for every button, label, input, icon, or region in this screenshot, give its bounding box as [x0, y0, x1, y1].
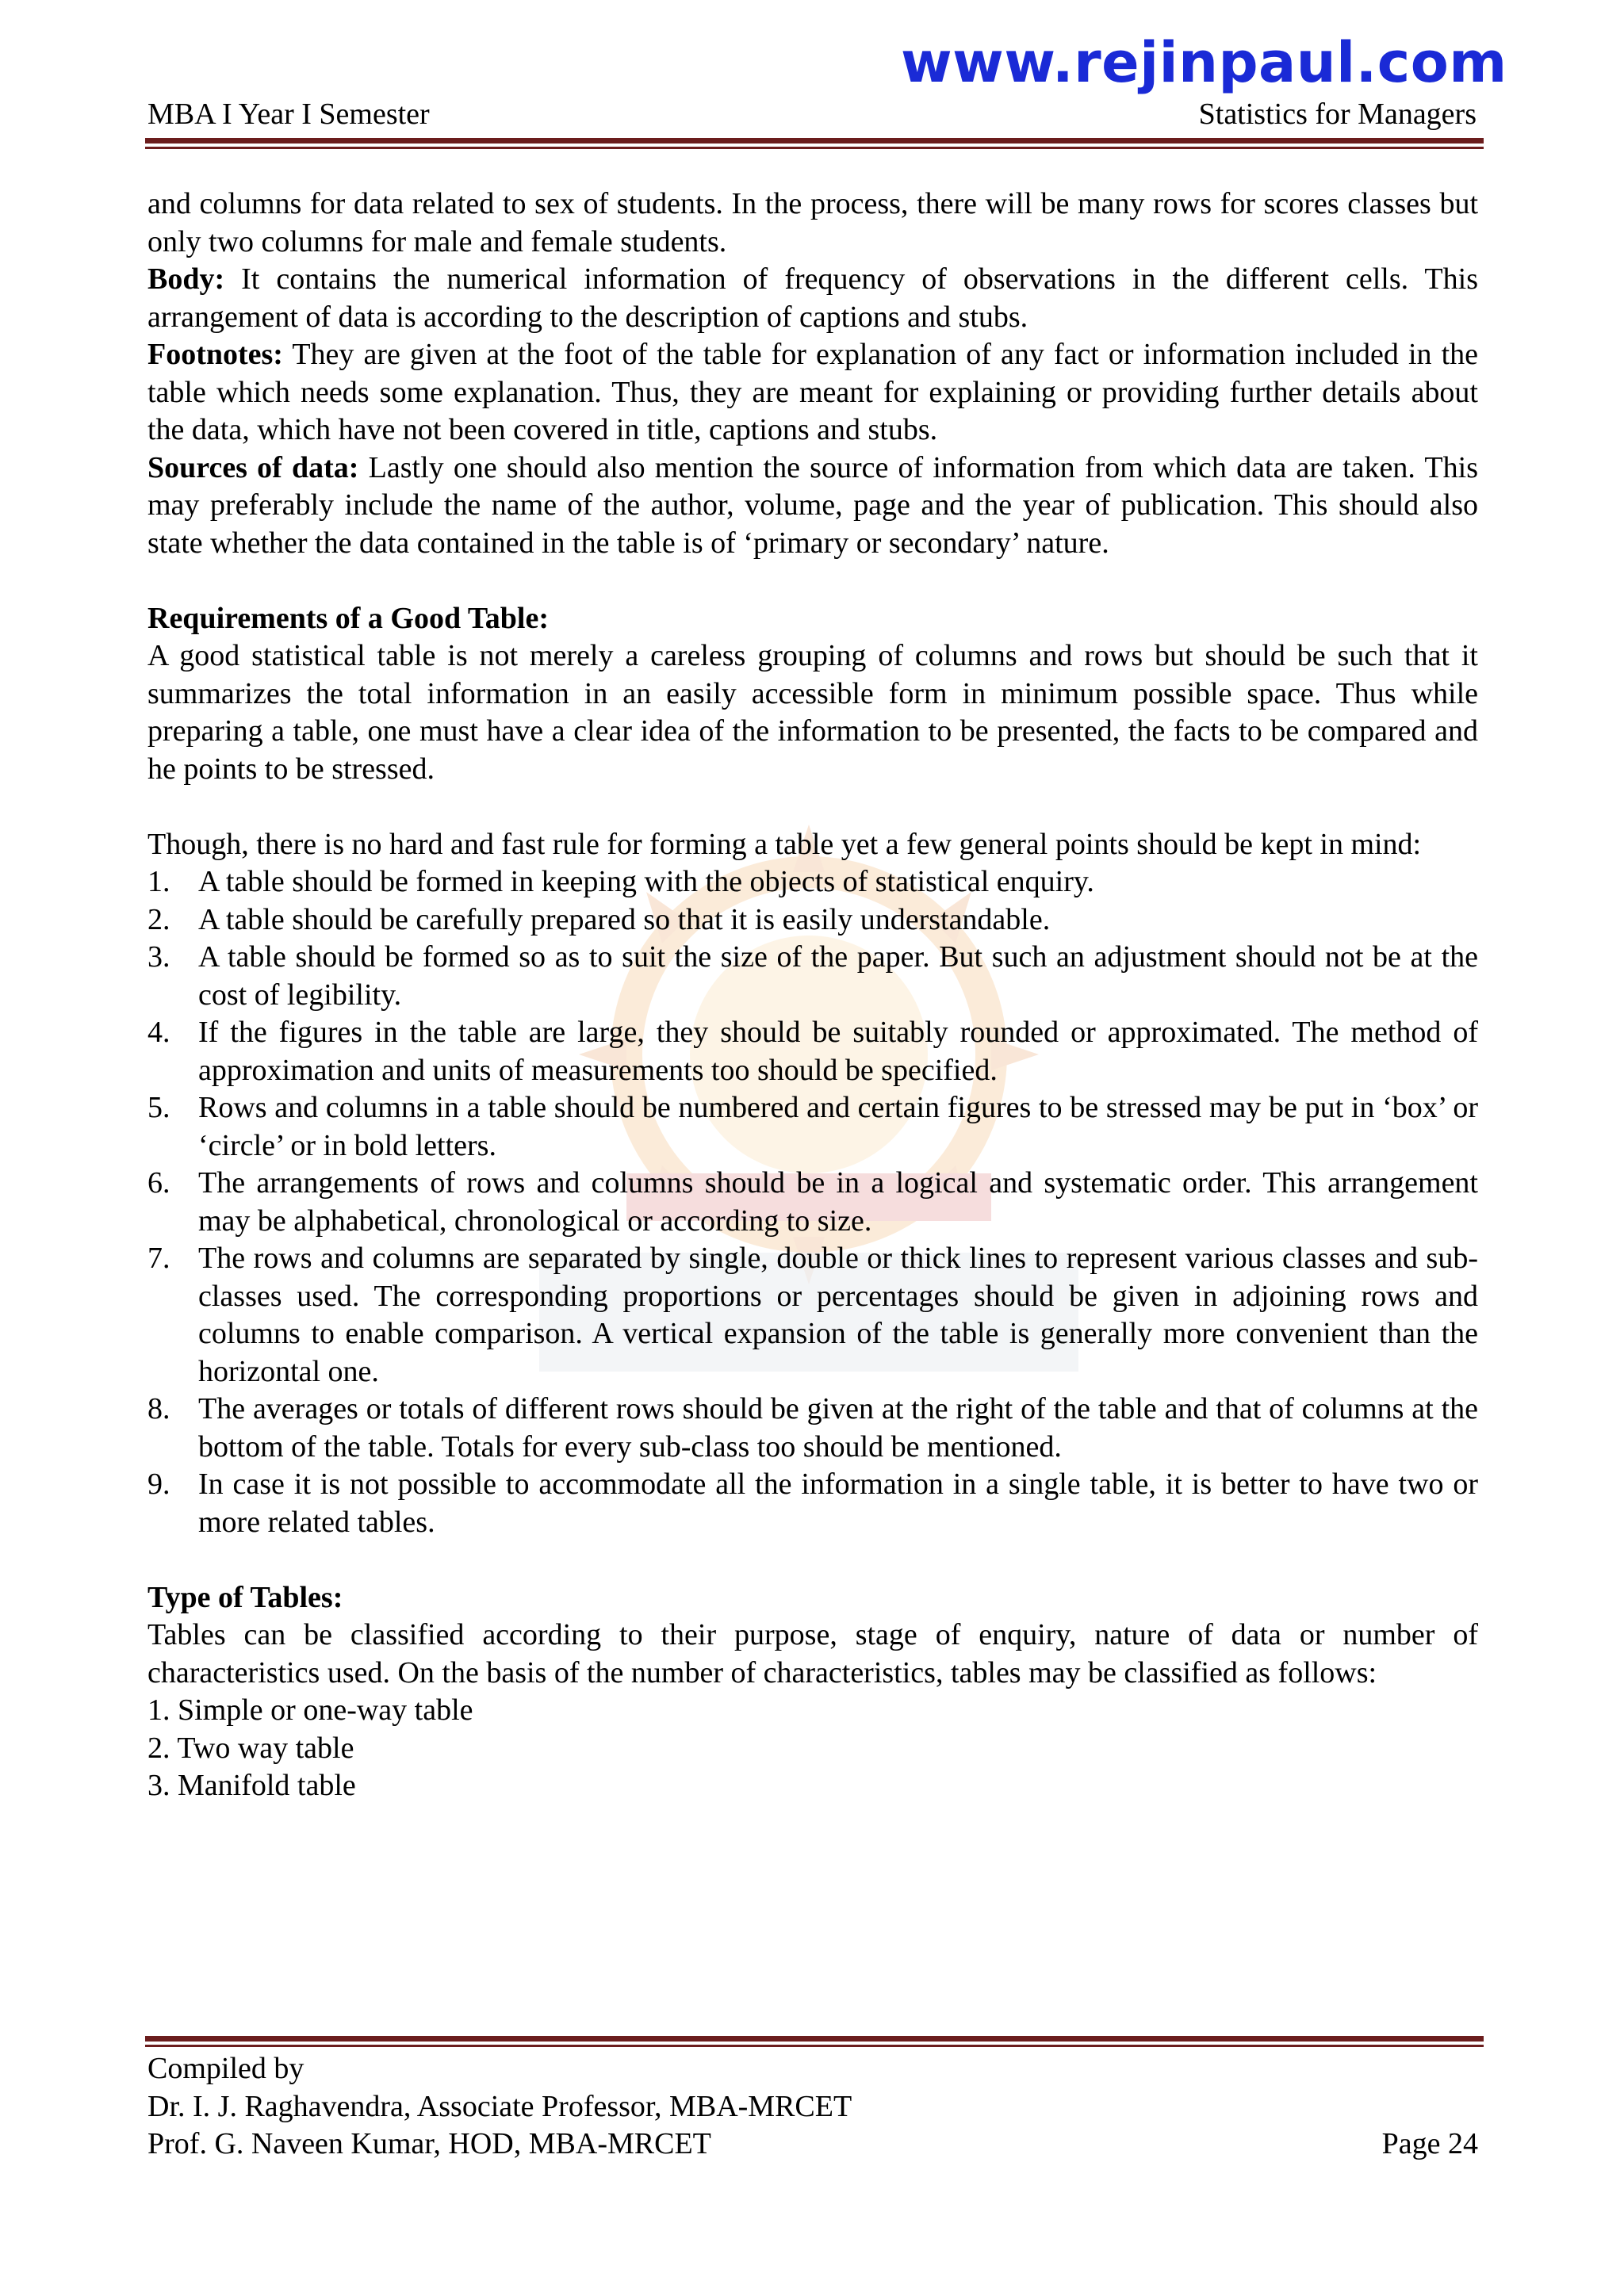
website-watermark: www.rejinpaul.com — [901, 30, 1507, 95]
paragraph-points-intro: Though, there is no hard and fast rule for forming a table yet a few general points should be kept in mind: — [147, 827, 1422, 861]
list-number: 7. — [147, 1242, 170, 1275]
list-text: If the figures in the table are large, they should be suitably rounded or approximated. The method of approximation and units of measurements too should be specified. — [198, 1016, 1478, 1087]
list-number: 4. — [147, 1016, 170, 1049]
list-item — [147, 1165, 1478, 1240]
term-body: Body: — [147, 262, 225, 296]
list-item — [147, 1014, 1478, 1089]
header-subject: Statistics for Managers — [1198, 98, 1477, 131]
definition-body: It contains the numerical information of frequency of observations in the different cells. This arrangement of data is according to the description of captions and stubs. — [147, 262, 1478, 334]
list-text: A table should be carefully prepared so that it is easily understandable. — [198, 902, 1051, 936]
types-item-1: 1. Simple or one-way table — [147, 1693, 473, 1727]
paragraph-types: Tables can be classified according to their purpose, stage of enquiry, nature of data or number of characteristics used. On the basis of the number of characteristics, tables may be classified as follows: — [147, 1618, 1478, 1689]
paragraph-requirements: A good statistical table is not merely a careless grouping of columns and rows but should be such that it summarizes the total information in an easily accessible form in minimum possible space. Thus while preparing a table, one must have a clear idea of the information to be presented, the facts to be compared and he points to be stressed. — [147, 639, 1478, 786]
page-footer — [147, 2050, 1478, 2164]
page-number: Page 24 — [1381, 2127, 1478, 2160]
types-item-2: 2. Two way table — [147, 1731, 354, 1765]
paragraph-continued: and columns for data related to sex of students. In the process, there will be many rows for scores classes but only two columns for male and female students. — [147, 187, 1478, 258]
heading-types — [147, 1579, 1478, 1617]
list-item — [147, 1391, 1478, 1466]
footer-author-1: Dr. I. J. Raghavendra, Associate Professor, MBA-MRCET — [147, 2089, 852, 2123]
points-list — [147, 863, 1478, 1541]
list-text: A table should be formed so as to suit the size of the paper. But such an adjustment should not be at the cost of legibility. — [198, 940, 1478, 1012]
list-number: 9. — [147, 1468, 170, 1501]
paragraph-sources — [147, 450, 1478, 563]
list-item — [147, 939, 1478, 1014]
list-text: The rows and columns are separated by single, double or thick lines to represent various classes and sub-classes used. The corresponding proportions or percentages should be given in adjoining rows and columns to enable comparison. A vertical expansion of the table is generally more convenient than the horizontal one. — [198, 1242, 1478, 1388]
footer-compiled-by: Compiled by — [147, 2052, 304, 2085]
list-item — [147, 863, 1478, 901]
heading-requirements — [147, 600, 1478, 638]
footer-last-row — [147, 2126, 1478, 2164]
term-footnotes: Footnotes: — [147, 338, 283, 371]
list-text: A table should be formed in keeping with the objects of statistical enquiry. — [198, 865, 1094, 898]
header-course: MBA I Year I Semester — [147, 98, 430, 131]
list-item — [147, 1089, 1478, 1165]
heading-types-text: Type of Tables: — [147, 1580, 343, 1614]
list-number: 6. — [147, 1166, 170, 1200]
list-item — [147, 901, 1478, 939]
term-sources: Sources of data: — [147, 450, 359, 484]
list-text: In case it is not possible to accommodate all the information in a single table, it is better to have two or more related tables. — [198, 1468, 1478, 1539]
list-text: The averages or totals of different rows should be given at the right of the table and that of columns at the bottom of the table. Totals for every sub-class too should be mentioned. — [198, 1392, 1478, 1464]
definition-sources: Lastly one should also mention the source of information from which data are taken. This may preferably include the name of the author, volume, page and the year of publication. This should also state whether the data contained in the table is of ‘primary or secondary’ nature. — [147, 450, 1478, 560]
list-item — [147, 1240, 1478, 1391]
list-number: 1. — [147, 865, 170, 898]
list-number: 8. — [147, 1392, 170, 1425]
header-rule — [145, 138, 1484, 149]
heading-requirements-text: Requirements of a Good Table: — [147, 601, 550, 635]
footer-author-2: Prof. G. Naveen Kumar, HOD, MBA-MRCET — [147, 2127, 711, 2160]
list-number: 5. — [147, 1091, 170, 1124]
definition-footnotes: They are given at the foot of the table for explanation of any fact or information included in the table which needs some explanation. Thus, they are meant for explaining or providing further details about the data, which have not been covered in title, captions and stubs. — [147, 338, 1478, 446]
paragraph-footnotes — [147, 336, 1478, 450]
list-item — [147, 1466, 1478, 1541]
page-content — [147, 186, 1478, 1805]
paragraph-body — [147, 261, 1478, 336]
types-item-3: 3. Manifold table — [147, 1769, 356, 1802]
list-text: The arrangements of rows and columns should be in a logical and systematic order. This arrangement may be alphabetical, chronological or according to size. — [198, 1166, 1478, 1238]
footer-rule — [145, 2036, 1484, 2047]
list-number: 3. — [147, 940, 170, 974]
list-text: Rows and columns in a table should be numbered and certain figures to be stressed may be put in ‘box’ or ‘circle’ or in bold letters. — [198, 1091, 1478, 1162]
list-number: 2. — [147, 902, 170, 936]
